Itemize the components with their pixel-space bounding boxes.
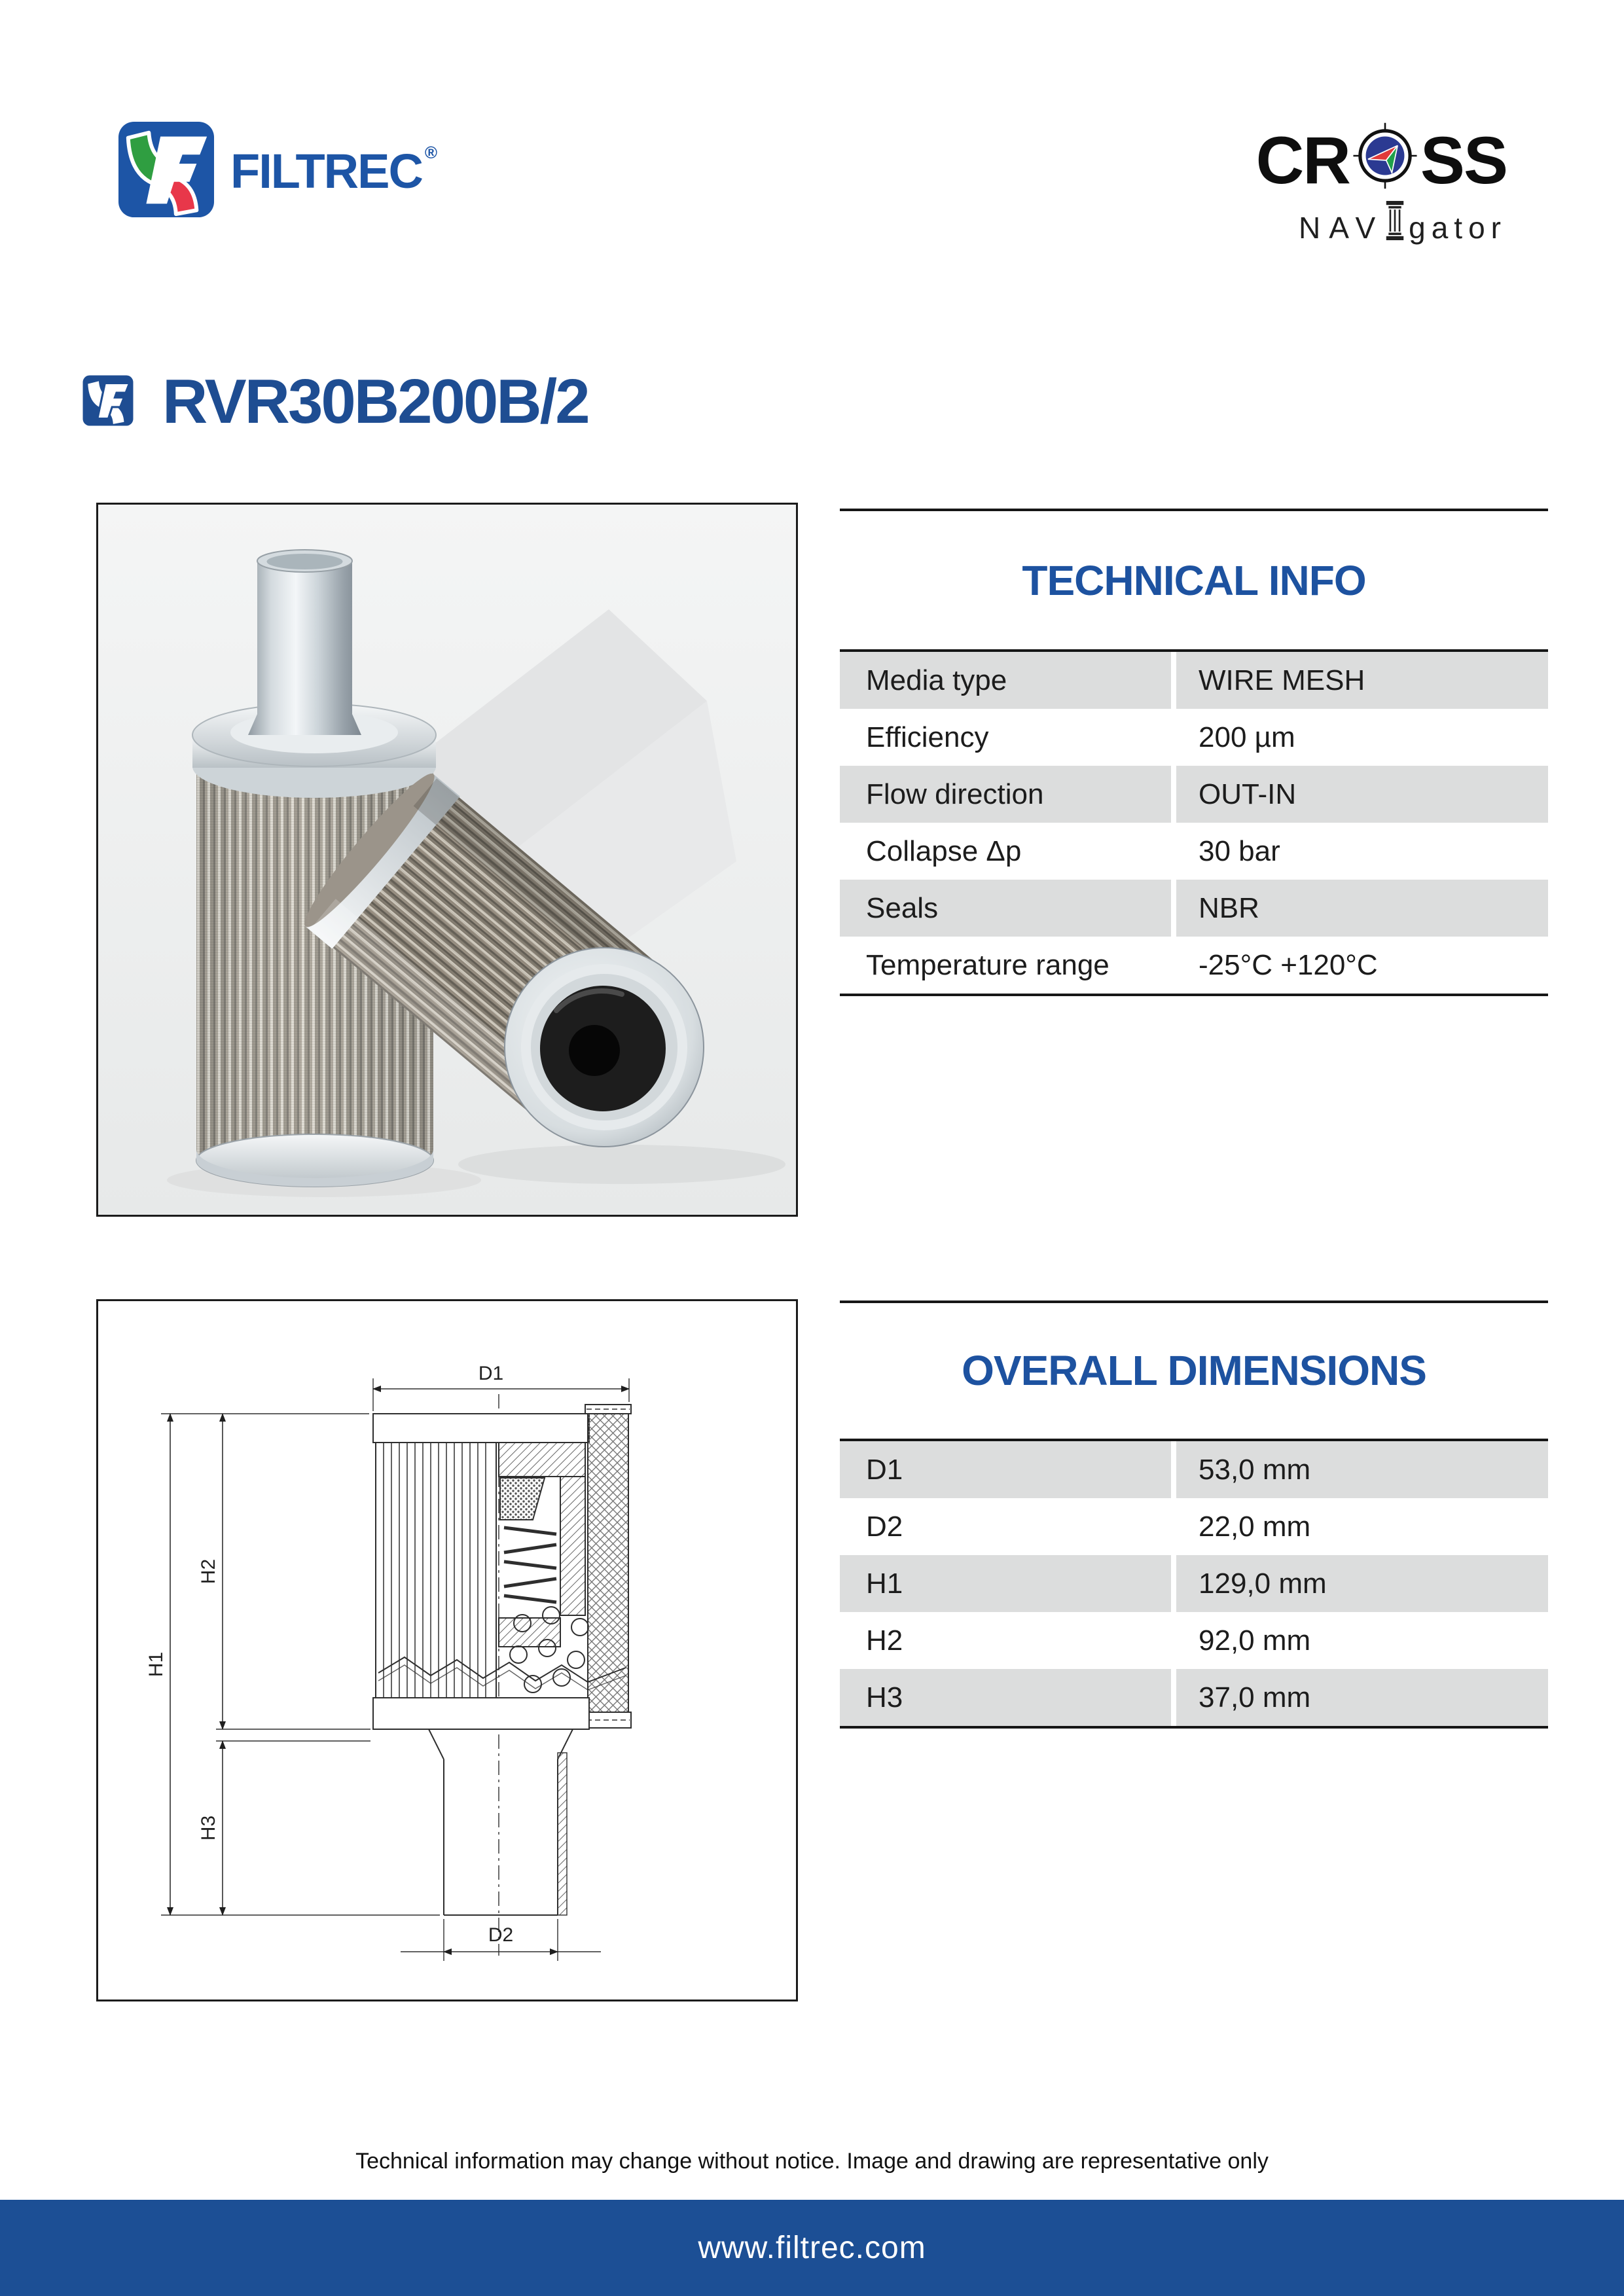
tech-info-title: TECHNICAL INFO (1022, 557, 1366, 604)
dimensions-table (840, 1439, 1548, 1729)
drawing-label-d2: D2 (488, 1924, 514, 1946)
row-label: H1 (840, 1555, 1171, 1612)
row-label: Collapse Δp (866, 834, 1022, 867)
table-row (840, 766, 1548, 823)
website-link[interactable]: www.filtrec.com (698, 2231, 926, 2265)
table-row (840, 1441, 1548, 1498)
footer-bar (0, 2200, 1624, 2296)
table-row (840, 652, 1548, 709)
tech-info-top-rule (840, 509, 1548, 511)
table-row (840, 1669, 1548, 1726)
cross-logo-ss: SS (1420, 122, 1507, 198)
row-value: NBR (1176, 880, 1548, 937)
cross-logo-line1 (1252, 122, 1507, 199)
row-label: Efficiency (866, 721, 989, 753)
row-label: Seals (840, 880, 1171, 937)
compass-icon (1351, 122, 1419, 199)
dimensions-top-rule (840, 1300, 1548, 1303)
table-row (840, 823, 1548, 880)
product-photo-image (96, 503, 798, 1217)
product-code: RVR30B200B/2 (162, 367, 588, 437)
product-code-mark-icon (82, 375, 134, 429)
filtrec-logo (118, 121, 437, 221)
row-value: 30 bar (1199, 834, 1280, 867)
product-title-row (82, 367, 588, 437)
row-value: 22,0 mm (1199, 1510, 1311, 1543)
row-label: Temperature range (866, 948, 1110, 981)
row-value: 129,0 mm (1176, 1555, 1548, 1612)
column-icon (1385, 199, 1405, 249)
row-value: WIRE MESH (1176, 652, 1548, 709)
cross-logo-cr: CR (1255, 122, 1350, 198)
row-label: D1 (840, 1441, 1171, 1498)
cross-logo-line2 (1252, 199, 1507, 243)
table-row (840, 1555, 1548, 1612)
disclaimer-text: Technical information may change without notice. Image and drawing are representative only (355, 2149, 1269, 2174)
row-value: -25°C +120°C (1199, 948, 1378, 981)
row-value: OUT-IN (1176, 766, 1548, 823)
drawing-label-d1: D1 (478, 1363, 504, 1384)
table-row (840, 709, 1548, 766)
row-label: Media type (840, 652, 1171, 709)
row-value: 92,0 mm (1199, 1624, 1311, 1657)
row-label: D2 (866, 1510, 903, 1543)
technical-drawing-image (96, 1299, 798, 2001)
row-label: Flow direction (840, 766, 1171, 823)
row-value: 37,0 mm (1176, 1669, 1548, 1726)
row-label: H3 (840, 1669, 1171, 1726)
cross-navigator-logo (1252, 122, 1507, 243)
table-row (840, 880, 1548, 937)
filtrec-mark-icon (118, 121, 215, 221)
filtrec-wordmark: FILTREC (230, 143, 422, 198)
drawing-label-h3: H3 (198, 1815, 219, 1841)
cross-logo-nav: NAV (1298, 210, 1384, 245)
row-label: H2 (866, 1624, 903, 1657)
cross-logo-gator: gator (1409, 210, 1507, 245)
dimensions-title: OVERALL DIMENSIONS (962, 1347, 1426, 1394)
table-row (840, 937, 1548, 994)
table-row (840, 1498, 1548, 1555)
table-row (840, 1612, 1548, 1669)
tech-info-table (840, 649, 1548, 996)
row-value: 53,0 mm (1176, 1441, 1548, 1498)
drawing-label-h2: H2 (198, 1558, 219, 1585)
registered-trademark: ® (424, 143, 438, 162)
drawing-label-h1: H1 (145, 1651, 167, 1677)
row-value: 200 µm (1199, 721, 1295, 753)
